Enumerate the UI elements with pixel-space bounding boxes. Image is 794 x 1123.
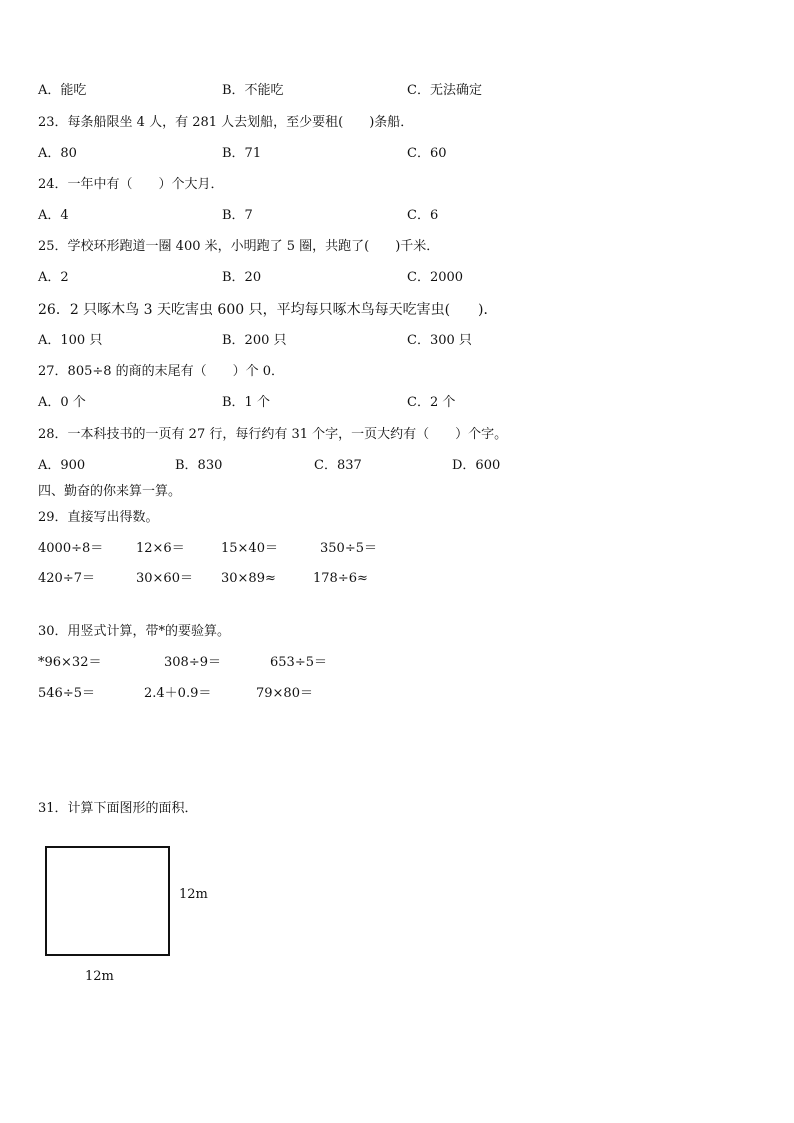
- side-length-bottom: 12m: [85, 969, 114, 984]
- q26-option-a: A．100 只: [38, 333, 103, 348]
- q24-option-a: A．4: [38, 208, 69, 223]
- q28-option-d: D．600: [452, 458, 501, 473]
- q24-option-c: C．6: [407, 208, 439, 223]
- q26-text: 26．2 只啄木鸟 3 天吃害虫 600 只，平均每只啄木鸟每天吃害虫( )．: [38, 302, 498, 318]
- q29-calc: 4000÷8＝: [38, 541, 104, 556]
- q29-calc: 30×60＝: [136, 571, 193, 586]
- q22-option-a: A．能吃: [38, 83, 87, 98]
- q29-calc: 178÷6≈: [313, 571, 368, 586]
- q25-option-a: A．2: [38, 270, 69, 285]
- q25-option-b: B．20: [222, 270, 262, 285]
- q29-calc: 12×6＝: [136, 541, 185, 556]
- q29-text: 29．直接写出得数。: [38, 510, 159, 525]
- q23-text: 23．每条船限坐 4 人，有 281 人去划船，至少要租( )条船．: [38, 115, 414, 130]
- q30-calc: 546÷5＝: [38, 686, 95, 701]
- q30-text: 30．用竖式计算，带*的要验算。: [38, 624, 231, 639]
- side-length-right: 12m: [179, 887, 208, 902]
- q24-option-b: B．7: [222, 208, 253, 223]
- q26-option-b: B．200 只: [222, 333, 287, 348]
- q22-option-b: B．不能吃: [222, 83, 284, 98]
- q29-calc: 15×40＝: [221, 541, 278, 556]
- square-figure: [45, 846, 170, 956]
- q28-option-c: C．837: [314, 458, 362, 473]
- q28-option-b: B．830: [175, 458, 223, 473]
- q23-option-c: C．60: [407, 146, 447, 161]
- q26-option-c: C．300 只: [407, 333, 472, 348]
- section-heading: 四、勤奋的你来算一算。: [38, 484, 182, 499]
- q30-calc: 308÷9＝: [164, 655, 221, 670]
- q27-option-c: C．2 个: [407, 395, 456, 410]
- q24-text: 24．一年中有（ ）个大月．: [38, 177, 224, 192]
- q23-option-a: A．80: [38, 146, 77, 161]
- q27-text: 27．805÷8 的商的末尾有（ ）个 0．: [38, 364, 285, 379]
- q25-text: 25．学校环形跑道一圈 400 米，小明跑了 5 圈，共跑了( )千米．: [38, 239, 440, 254]
- q30-calc: 653÷5＝: [270, 655, 327, 670]
- q27-option-b: B．1 个: [222, 395, 270, 410]
- q29-calc: 350÷5＝: [320, 541, 377, 556]
- q27-option-a: A．0 个: [38, 395, 86, 410]
- q28-text: 28．一本科技书的一页有 27 行，每行约有 31 个字，一页大约有（ ）个字。: [38, 427, 508, 442]
- q30-calc: 2.4＋0.9＝: [144, 686, 212, 701]
- q29-calc: 420÷7＝: [38, 571, 95, 586]
- q30-calc: *96×32＝: [38, 655, 102, 670]
- q29-calc: 30×89≈: [221, 571, 276, 586]
- q28-option-a: A．900: [38, 458, 86, 473]
- q31-text: 31．计算下面图形的面积．: [38, 801, 198, 816]
- q22-option-c: C．无法确定: [407, 83, 482, 98]
- q30-calc: 79×80＝: [256, 686, 313, 701]
- q23-option-b: B．71: [222, 146, 262, 161]
- q25-option-c: C．2000: [407, 270, 464, 285]
